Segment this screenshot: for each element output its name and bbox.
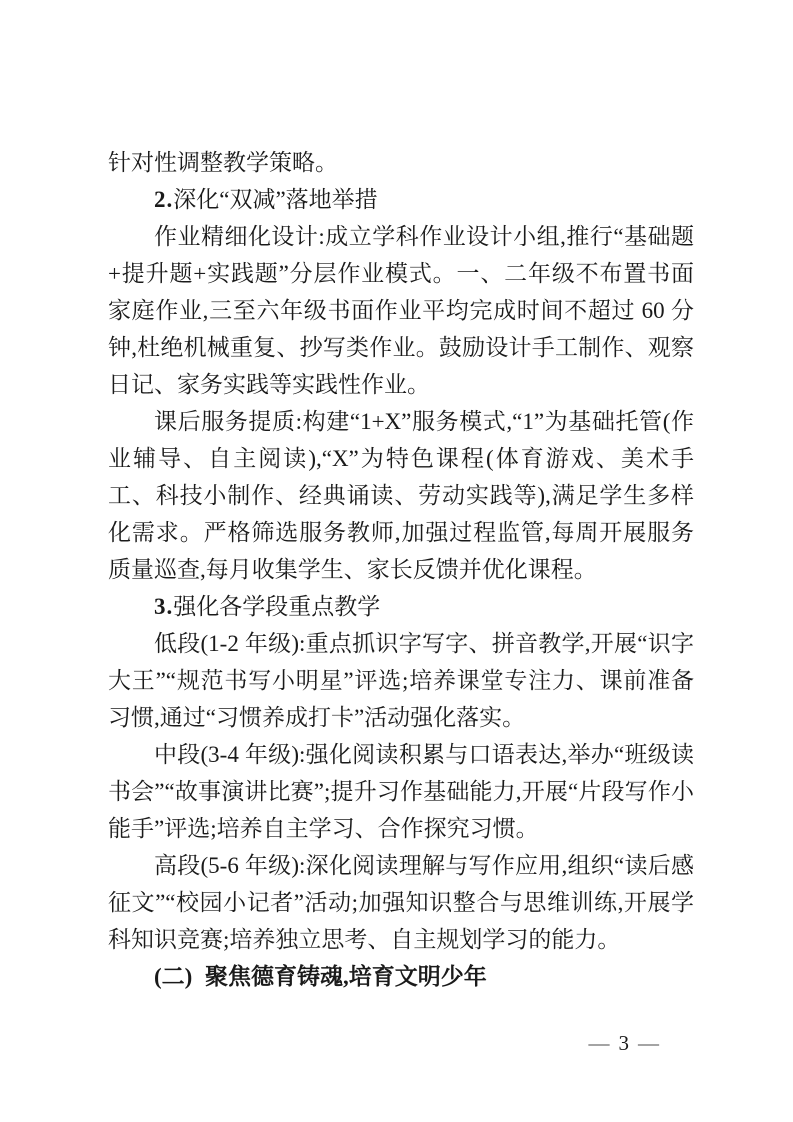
section-2-title: 深化“双减”落地举措: [173, 187, 378, 212]
footer-dash-left: —: [588, 1031, 610, 1055]
subsection-title: 聚焦德育铸魂,培育文明少年: [204, 964, 487, 989]
paragraph-continuation: 针对性调整教学策略。: [108, 150, 338, 175]
paragraph-homework-design: 作业精细化设计:成立学科作业设计小组,推行“基础题+提升题+实践题”分层作业模式。一、二年级不布置书面家庭作业,三至六年级书面作业平均完成时间不超过 60 分钟,杜绝机械重复、抄写类作业。鼓励设计手工制作、观察日记、家务实践等实践性作业。: [108, 224, 694, 397]
section-heading-2: [108, 181, 694, 218]
paragraph-upper-grades: 高段(5-6 年级):深化阅读理解与写作应用,组织“读后感征文”“校园小记者”活动;加强知识整合与思维训练,开展学科知识竞赛;培养独立思考、自主规划学习的能力。: [108, 853, 694, 952]
section-3-title: 强化各学段重点教学: [173, 594, 381, 619]
page-footer: [580, 1031, 669, 1055]
page-number: 3: [618, 1031, 629, 1055]
document-body: [108, 144, 694, 995]
subsection-marker: (二): [154, 964, 193, 989]
section-3-number: 3.: [154, 594, 174, 619]
paragraph-lower-grades: 低段(1-2 年级):重点抓识字写字、拼音教学,开展“识字大王”“规范书写小明星”评选;培养课堂专注力、课前准备习惯,通过“习惯养成打卡”活动强化落实。: [108, 631, 694, 730]
section-2-number: 2.: [154, 187, 174, 212]
section-heading-3: [108, 588, 694, 625]
footer-dash-right: —: [638, 1031, 659, 1055]
subsection-heading-moral-education: [108, 958, 694, 995]
paragraph-middle-grades: 中段(3-4 年级):强化阅读积累与口语表达,举办“班级读书会”“故事演讲比赛”;提升习作基础能力,开展“片段写作小能手”评选;培养自主学习、合作探究习惯。: [108, 742, 694, 841]
paragraph-afterschool-service: 课后服务提质:构建“1+X”服务模式,“1”为基础托管(作业辅导、自主阅读),“X”为特色课程(体育游戏、美术手工、科技小制作、经典诵读、劳动实践等),满足学生多样化需求。严格筛选服务教师,加强过程监管,每周开展服务质量巡查,每月收集学生、家长反馈并优化课程。: [108, 409, 694, 582]
